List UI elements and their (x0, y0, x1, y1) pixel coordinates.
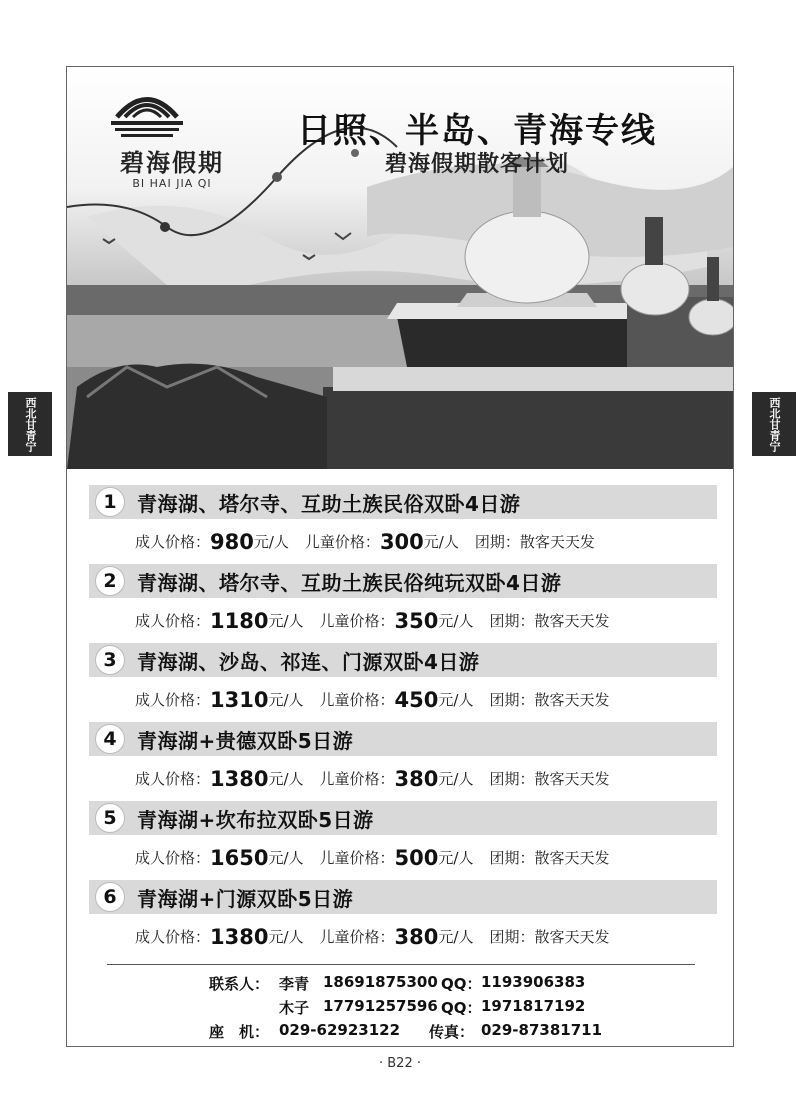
side-tab-left: 西北甘青宁 (8, 392, 52, 456)
child-price-label: 儿童价格： (304, 533, 380, 551)
price-unit: 元/人 (268, 849, 304, 867)
child-price-label: 儿童价格： (319, 770, 395, 788)
tour-number: 3 (95, 645, 125, 675)
tour-item (89, 485, 717, 564)
schedule-label: 团期： (489, 928, 535, 946)
tour-name: 青海湖、沙岛、祁连、门源双卧4日游 (137, 649, 480, 674)
price-unit: 元/人 (438, 770, 474, 788)
tour-name: 青海湖、塔尔寺、互助土族民俗双卧4日游 (137, 491, 521, 516)
adult-price-label: 成人价格： (135, 928, 211, 946)
page-title: 日照、半岛、青海专线 (297, 111, 657, 151)
schedule-value: 散客天天发 (534, 849, 610, 867)
landline-label: 座 机： (209, 1023, 270, 1041)
tour-header (89, 564, 717, 598)
tour-item (89, 643, 717, 722)
tour-price-row (89, 677, 717, 722)
tour-header (89, 801, 717, 835)
contact-phone: 18691875300 (323, 973, 438, 991)
adult-price: 1380 (210, 766, 269, 791)
adult-price: 1180 (210, 608, 269, 633)
schedule-label: 团期： (489, 612, 535, 630)
tour-name: 青海湖+坎布拉双卧5日游 (137, 807, 374, 832)
tour-number: 5 (95, 803, 125, 833)
contact-line (67, 973, 733, 997)
adult-price-label: 成人价格： (135, 770, 211, 788)
tour-item (89, 801, 717, 880)
contact-line (67, 1021, 733, 1045)
price-unit: 元/人 (268, 770, 304, 788)
ad-frame (66, 66, 734, 1047)
child-price-label: 儿童价格： (319, 849, 395, 867)
child-price-label: 儿童价格： (319, 928, 395, 946)
contact-line (67, 997, 733, 1021)
child-price: 380 (394, 924, 439, 949)
qq-label: QQ： (441, 975, 482, 993)
child-price: 500 (394, 845, 439, 870)
side-tab-right: 西北甘青宁 (752, 392, 796, 456)
adult-price: 1380 (210, 924, 269, 949)
fax-number: 029-87381711 (481, 1021, 603, 1039)
adult-price: 980 (210, 529, 254, 554)
price-unit: 元/人 (253, 533, 289, 551)
waves-logo-icon (107, 87, 187, 137)
child-price: 350 (394, 608, 439, 633)
contact-person: 木子 (279, 999, 310, 1017)
schedule-label: 团期： (474, 533, 520, 551)
brand-name-en: BI HAI JIA QI (132, 177, 212, 190)
hero-banner (67, 67, 733, 469)
tour-header (89, 643, 717, 677)
tour-name: 青海湖+贵德双卧5日游 (137, 728, 354, 753)
tour-number: 1 (95, 487, 125, 517)
contact-person: 李青 (279, 975, 310, 993)
price-unit: 元/人 (268, 691, 304, 709)
adult-price-label: 成人价格： (135, 612, 211, 630)
price-unit: 元/人 (438, 928, 474, 946)
contact-qq: 1193906383 (481, 973, 586, 991)
child-price: 450 (394, 687, 439, 712)
adult-price-label: 成人价格： (135, 849, 211, 867)
tour-price-row (89, 756, 717, 801)
fax-label: 传真： (429, 1023, 475, 1041)
child-price-label: 儿童价格： (319, 691, 395, 709)
contact-divider (107, 964, 695, 965)
price-unit: 元/人 (438, 691, 474, 709)
schedule-value: 散客天天发 (534, 612, 610, 630)
schedule-value: 散客天天发 (534, 691, 610, 709)
tour-number: 4 (95, 724, 125, 754)
landline-number: 029-62923122 (279, 1021, 401, 1039)
tour-header (89, 485, 717, 519)
schedule-label: 团期： (489, 691, 535, 709)
child-price: 380 (394, 766, 439, 791)
schedule-label: 团期： (489, 770, 535, 788)
adult-price-label: 成人价格： (135, 533, 211, 551)
schedule-value: 散客天天发 (534, 928, 610, 946)
price-unit: 元/人 (268, 612, 304, 630)
price-unit: 元/人 (438, 612, 474, 630)
tour-header (89, 722, 717, 756)
adult-price: 1310 (210, 687, 269, 712)
tour-number: 6 (95, 882, 125, 912)
qq-label: QQ： (441, 999, 482, 1017)
adult-price-label: 成人价格： (135, 691, 211, 709)
tour-name: 青海湖+门源双卧5日游 (137, 886, 354, 911)
price-unit: 元/人 (423, 533, 459, 551)
tour-number: 2 (95, 566, 125, 596)
schedule-value: 散客天天发 (519, 533, 595, 551)
adult-price: 1650 (210, 845, 269, 870)
child-price-label: 儿童价格： (319, 612, 395, 630)
page-number: · B22 · (379, 1056, 421, 1071)
brand-name-cn: 碧海假期 (120, 149, 224, 177)
tour-list (89, 485, 717, 959)
tour-item (89, 880, 717, 959)
tour-price-row (89, 914, 717, 959)
contact-block (67, 973, 733, 1045)
tour-header (89, 880, 717, 914)
price-unit: 元/人 (268, 928, 304, 946)
schedule-label: 团期： (489, 849, 535, 867)
schedule-value: 散客天天发 (534, 770, 610, 788)
page-subtitle: 碧海假期散客计划 (384, 152, 569, 177)
tour-name: 青海湖、塔尔寺、互助土族民俗纯玩双卧4日游 (137, 570, 562, 595)
contact-phone: 17791257596 (323, 997, 438, 1015)
tour-item (89, 722, 717, 801)
brand-logo (107, 87, 237, 197)
tour-price-row (89, 598, 717, 643)
tour-item (89, 564, 717, 643)
tour-price-row (89, 519, 717, 564)
child-price: 300 (379, 529, 424, 554)
contact-label: 联系人： (209, 975, 270, 993)
contact-qq: 1971817192 (481, 997, 586, 1015)
price-unit: 元/人 (438, 849, 474, 867)
tour-price-row (89, 835, 717, 880)
